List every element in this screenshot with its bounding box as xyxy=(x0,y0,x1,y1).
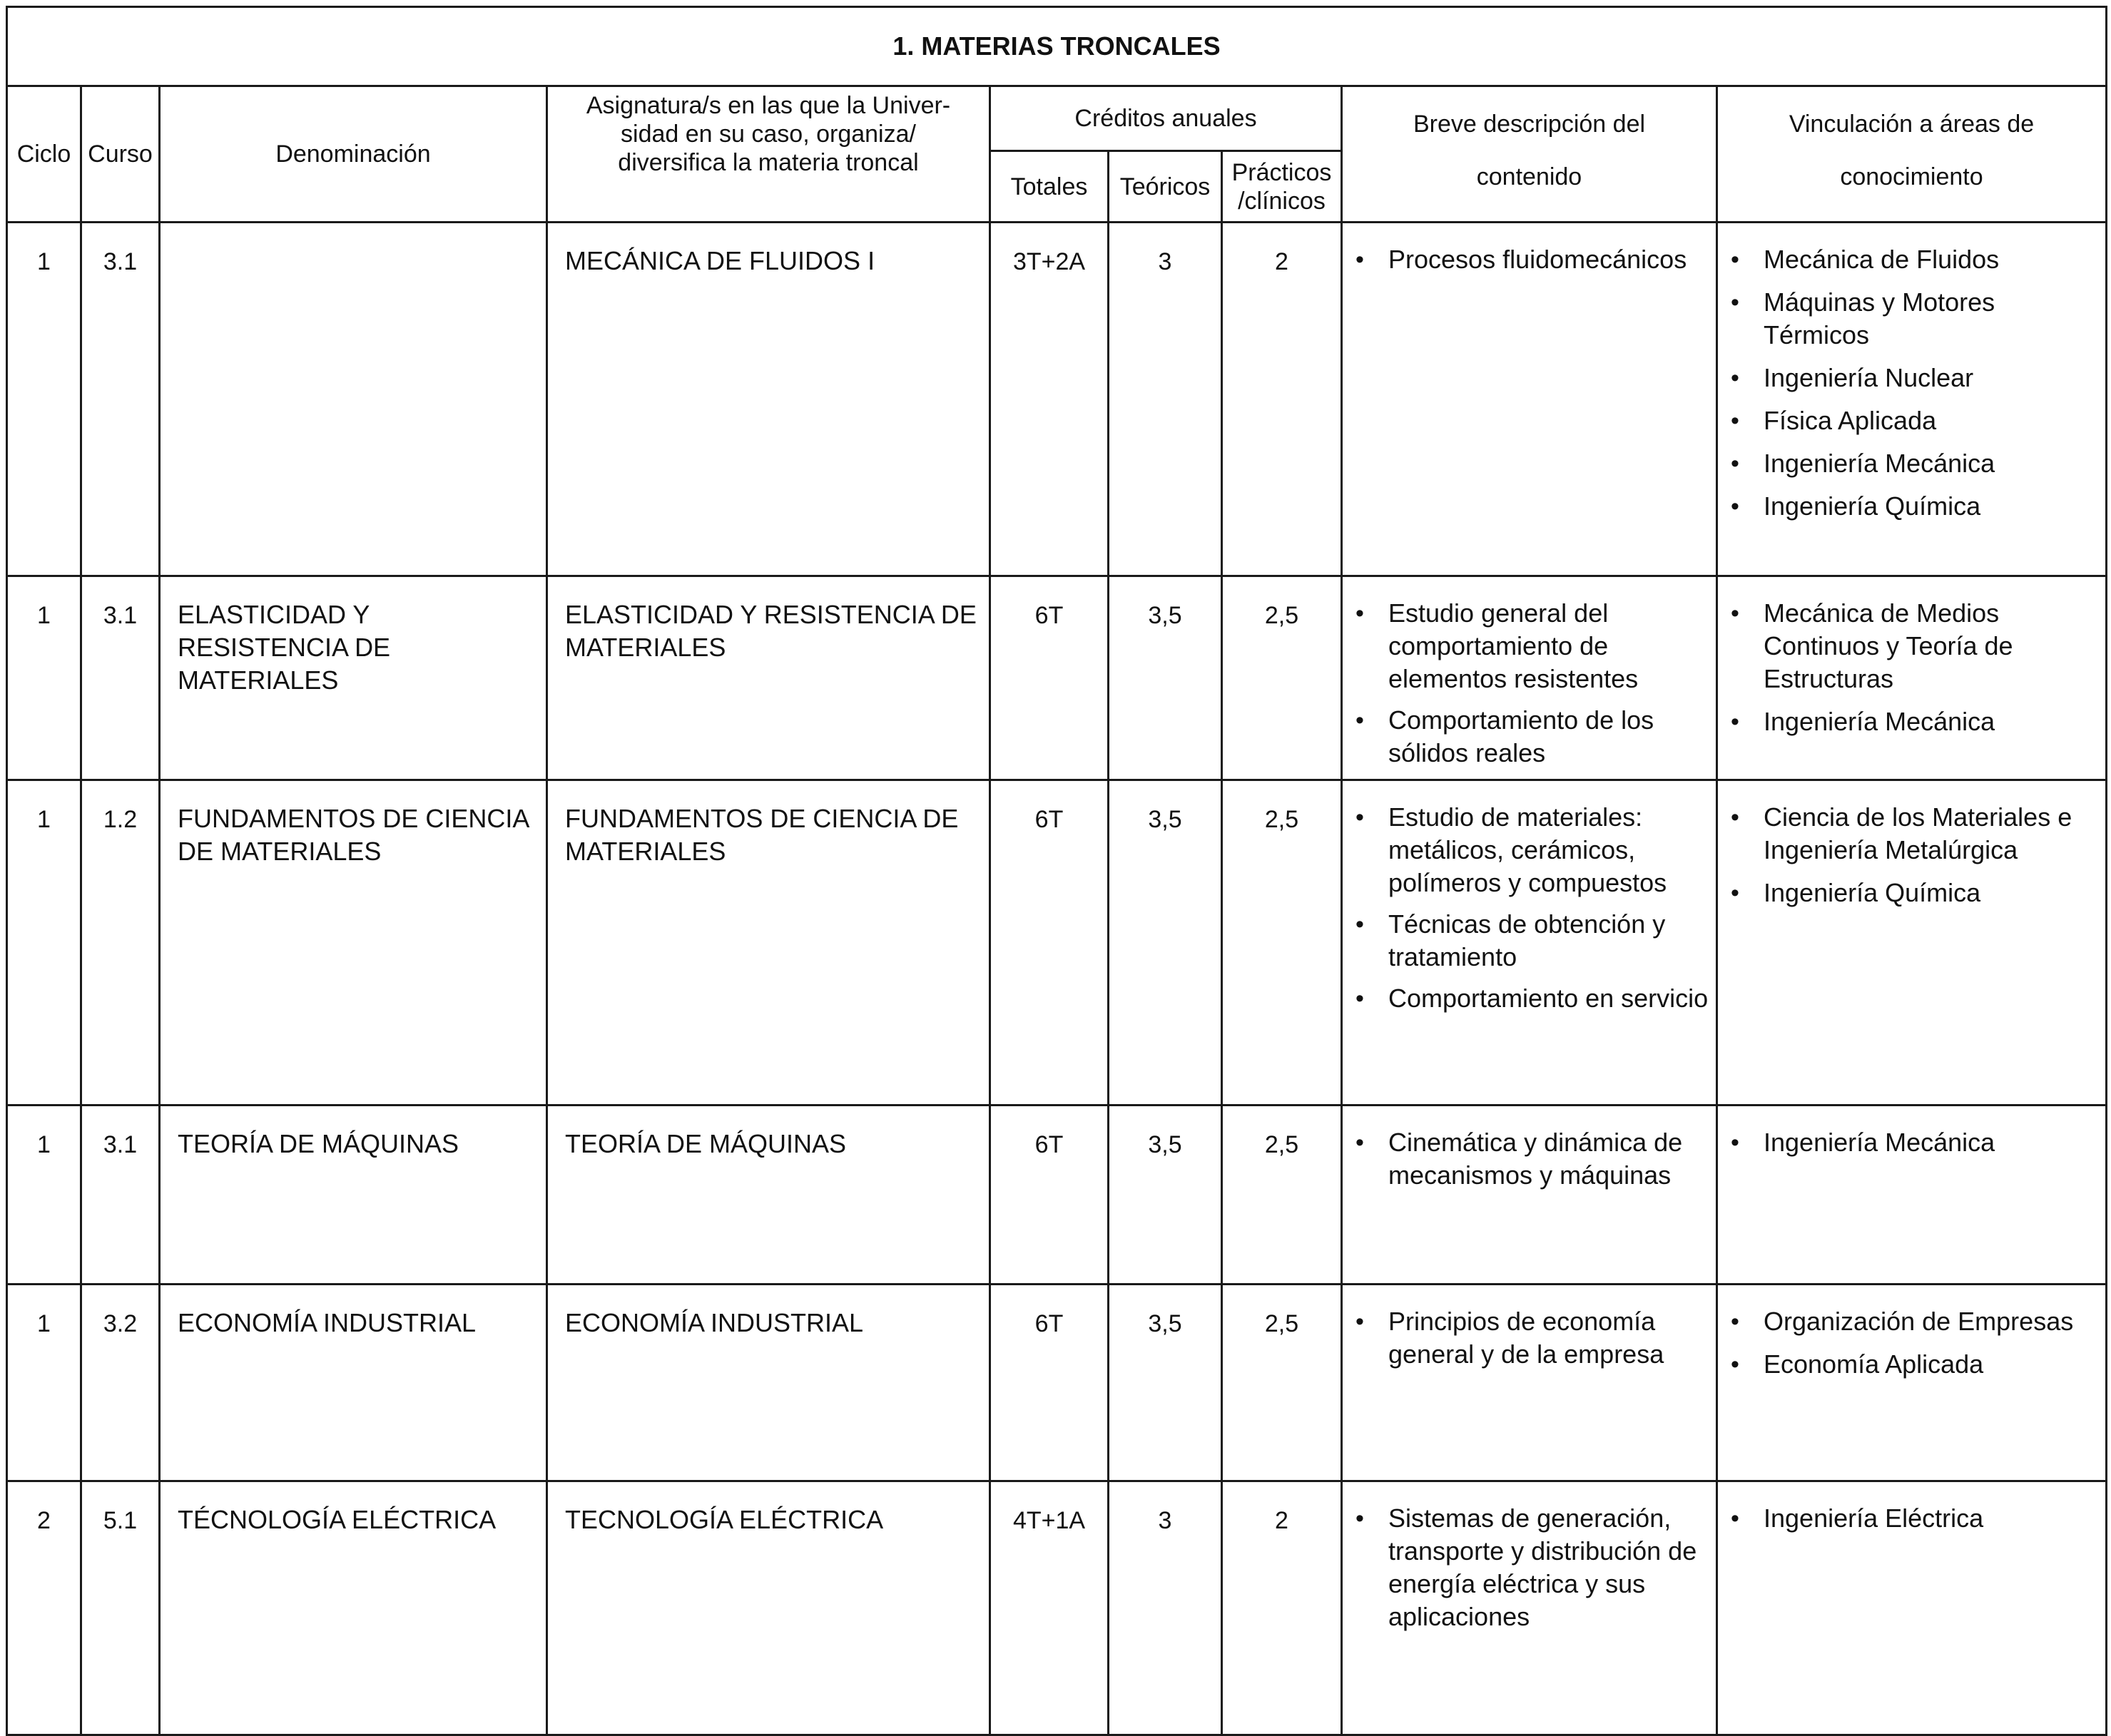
list-item: • Ingeniería Nuclear xyxy=(1722,362,2100,394)
list-item: • Ingeniería Eléctrica xyxy=(1722,1502,2100,1535)
table-row xyxy=(7,1481,2107,1735)
cell-descripcion xyxy=(1342,1106,1717,1285)
cell-ciclo: 1 xyxy=(7,223,81,576)
cell-denominacion: TÉCNOLOGÍA ELÉCTRICA xyxy=(160,1481,547,1735)
cell-totales: 4T+1A xyxy=(990,1481,1109,1735)
materias-troncales-table xyxy=(6,6,2107,1736)
list-item: • Ingeniería Química xyxy=(1722,490,2100,523)
cell-practicos: 2 xyxy=(1222,223,1342,576)
header-descripcion-line2: contenido xyxy=(1476,163,1582,190)
cell-asignatura: TECNOLOGÍA ELÉCTRICA xyxy=(547,1481,990,1735)
list-item: • Procesos fluidomecánicos xyxy=(1347,243,1710,276)
list-item: • Ingeniería Mecánica xyxy=(1722,447,2100,480)
cell-areas xyxy=(1717,1285,2107,1481)
cell-practicos: 2,5 xyxy=(1222,780,1342,1106)
header-totales: Totales xyxy=(990,151,1109,223)
header-descripcion xyxy=(1342,86,1717,223)
list-item: • Ingeniería Mecánica xyxy=(1722,705,2100,738)
cell-teoricos: 3 xyxy=(1109,223,1222,576)
header-practicos-line2: /clínicos xyxy=(1238,187,1326,215)
list-item: • Cinemática y dinámica de mecanismos y máquinas xyxy=(1347,1126,1710,1192)
header-teoricos: Teóricos xyxy=(1109,151,1222,223)
cell-descripcion xyxy=(1342,223,1717,576)
cell-asignatura: MECÁNICA DE FLUIDOS I xyxy=(547,223,990,576)
cell-practicos: 2,5 xyxy=(1222,576,1342,780)
list-item: • Mecánica de Medios Continuos y Teoría de Estructuras xyxy=(1722,597,2100,695)
list-item: • Ciencia de los Materiales e Ingeniería Metalúrgica xyxy=(1722,801,2100,867)
cell-teoricos: 3,5 xyxy=(1109,780,1222,1106)
header-asignatura-line2: sidad en su caso, organiza/ xyxy=(621,121,916,148)
cell-totales: 3T+2A xyxy=(990,223,1109,576)
header-vinculacion xyxy=(1717,86,2107,223)
cell-asignatura: FUNDAMENTOS DE CIENCIA DE MATERIALES xyxy=(547,780,990,1106)
cell-descripcion xyxy=(1342,780,1717,1106)
cell-practicos: 2,5 xyxy=(1222,1106,1342,1285)
header-vinculacion-line2: conocimiento xyxy=(1840,163,1983,190)
cell-curso: 5.1 xyxy=(81,1481,160,1735)
header-denominacion: Denominación xyxy=(160,86,547,223)
cell-descripcion xyxy=(1342,1285,1717,1481)
table-row xyxy=(7,1106,2107,1285)
cell-curso: 3.1 xyxy=(81,223,160,576)
list-item: • Estudio general del comportamiento de elementos resistentes xyxy=(1347,597,1710,695)
cell-descripcion xyxy=(1342,576,1717,780)
cell-asignatura: ELASTICIDAD Y RESISTENCIA DE MATERIALES xyxy=(547,576,990,780)
cell-totales: 6T xyxy=(990,1106,1109,1285)
cell-totales: 6T xyxy=(990,576,1109,780)
cell-teoricos: 3,5 xyxy=(1109,1285,1222,1481)
list-item: • Mecánica de Fluidos xyxy=(1722,243,2100,276)
header-practicos-line1: Prácticos xyxy=(1231,158,1332,186)
cell-teoricos: 3,5 xyxy=(1109,576,1222,780)
header-ciclo: Ciclo xyxy=(7,86,81,223)
header-creditos: Créditos anuales xyxy=(990,86,1342,151)
cell-practicos: 2 xyxy=(1222,1481,1342,1735)
table-row xyxy=(7,780,2107,1106)
list-item: • Economía Aplicada xyxy=(1722,1348,2100,1381)
list-item: • Organización de Empresas xyxy=(1722,1305,2100,1338)
cell-curso: 3.1 xyxy=(81,1106,160,1285)
table-title: 1. MATERIAS TRONCALES xyxy=(7,7,2107,86)
cell-totales: 6T xyxy=(990,1285,1109,1481)
header-asignatura xyxy=(547,86,990,223)
list-item: • Estudio de materiales: metálicos, cerámicos, polímeros y compuestos xyxy=(1347,801,1710,899)
list-item: • Técnicas de obtención y tratamiento xyxy=(1347,908,1710,974)
cell-areas xyxy=(1717,1106,2107,1285)
cell-practicos: 2,5 xyxy=(1222,1285,1342,1481)
cell-denominacion: FUNDAMENTOS DE CIENCIA DE MATERIALES xyxy=(160,780,547,1106)
cell-asignatura: ECONOMÍA INDUSTRIAL xyxy=(547,1285,990,1481)
cell-areas xyxy=(1717,223,2107,576)
cell-descripcion xyxy=(1342,1481,1717,1735)
cell-curso: 1.2 xyxy=(81,780,160,1106)
cell-denominacion: TEORÍA DE MÁQUINAS xyxy=(160,1106,547,1285)
cell-curso: 3.1 xyxy=(81,576,160,780)
table-row xyxy=(7,576,2107,780)
table-row xyxy=(7,223,2107,576)
cell-areas xyxy=(1717,576,2107,780)
cell-ciclo: 1 xyxy=(7,1285,81,1481)
title-row xyxy=(7,7,2107,86)
list-item: • Sistemas de generación, transporte y distribución de energía eléctrica y sus aplicaciones xyxy=(1347,1502,1710,1633)
header-row-1 xyxy=(7,86,2107,151)
header-asignatura-line3: diversifica la materia troncal xyxy=(618,149,919,176)
list-item: • Ingeniería Mecánica xyxy=(1722,1126,2100,1159)
header-vinculacion-line1: Vinculación a áreas de xyxy=(1789,111,2035,138)
cell-ciclo: 1 xyxy=(7,780,81,1106)
header-curso: Curso xyxy=(81,86,160,223)
cell-denominacion: ECONOMÍA INDUSTRIAL xyxy=(160,1285,547,1481)
list-item: • Comportamiento de los sólidos reales xyxy=(1347,704,1710,770)
header-practicos xyxy=(1222,151,1342,223)
cell-ciclo: 2 xyxy=(7,1481,81,1735)
cell-areas xyxy=(1717,1481,2107,1735)
cell-denominacion: ELASTICIDAD Y RESISTENCIA DE MATERIALES xyxy=(160,576,547,780)
list-item: • Máquinas y Motores Térmicos xyxy=(1722,286,2100,352)
cell-denominacion xyxy=(160,223,547,576)
header-descripcion-line1: Breve descripción del xyxy=(1413,111,1646,138)
cell-areas xyxy=(1717,780,2107,1106)
cell-ciclo: 1 xyxy=(7,576,81,780)
cell-ciclo: 1 xyxy=(7,1106,81,1285)
list-item: • Principios de economía general y de la empresa xyxy=(1347,1305,1710,1371)
table-row xyxy=(7,1285,2107,1481)
cell-teoricos: 3,5 xyxy=(1109,1106,1222,1285)
cell-asignatura: TEORÍA DE MÁQUINAS xyxy=(547,1106,990,1285)
list-item: • Comportamiento en servicio xyxy=(1347,982,1710,1015)
list-item: • Física Aplicada xyxy=(1722,404,2100,437)
cell-teoricos: 3 xyxy=(1109,1481,1222,1735)
cell-totales: 6T xyxy=(990,780,1109,1106)
list-item: • Ingeniería Química xyxy=(1722,877,2100,909)
cell-curso: 3.2 xyxy=(81,1285,160,1481)
header-asignatura-line1: Asignatura/s en las que la Univer- xyxy=(586,92,951,119)
